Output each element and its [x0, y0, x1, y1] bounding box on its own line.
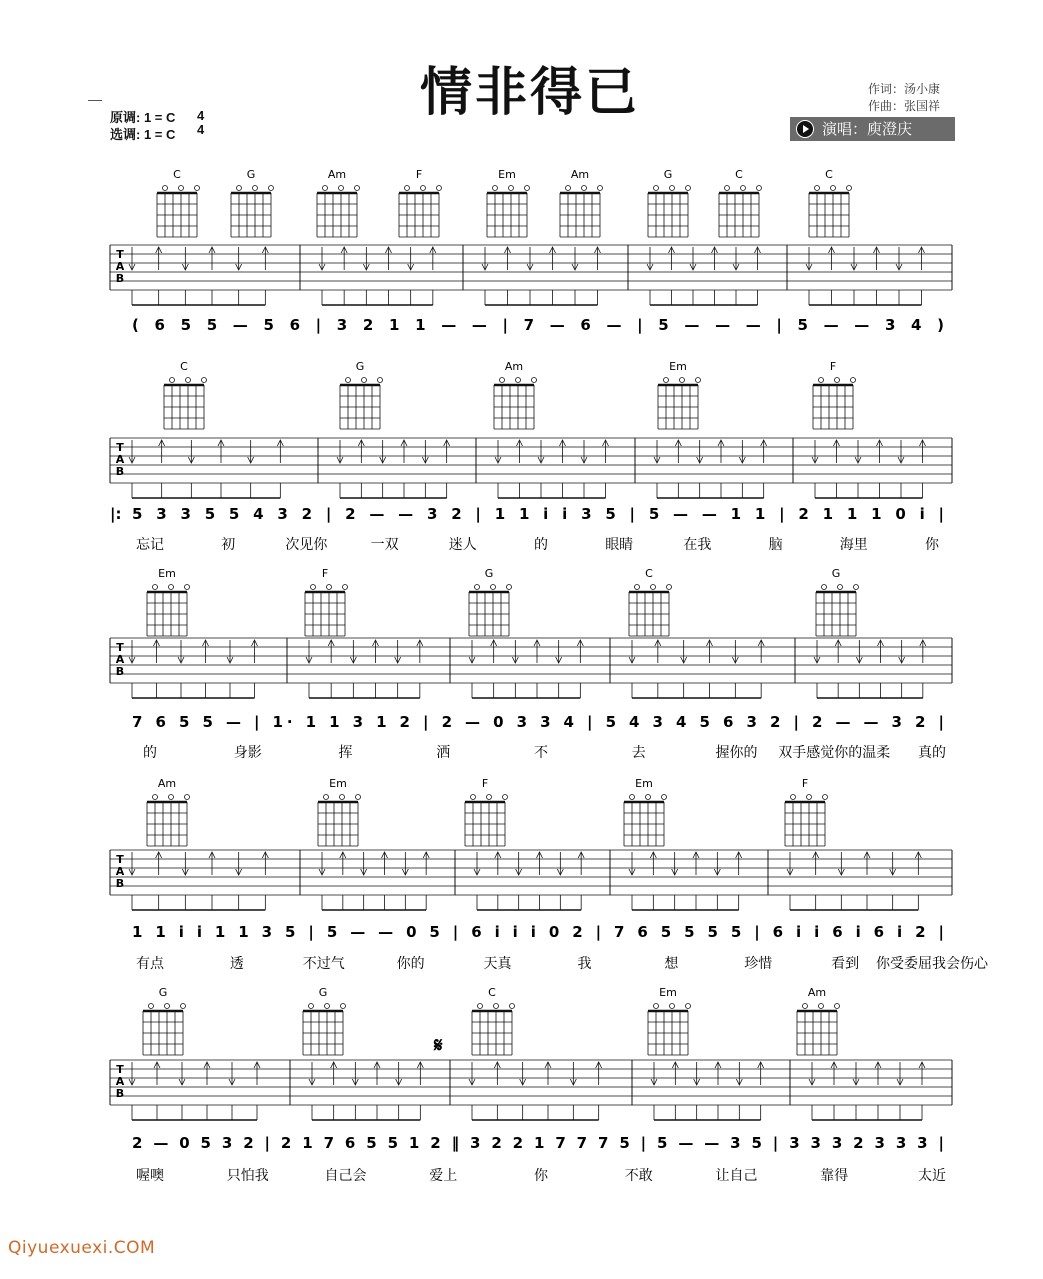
open-string-mark — [815, 186, 820, 191]
chord-diagram — [164, 360, 207, 429]
chord-diagram — [719, 168, 762, 237]
chord-diagram — [399, 168, 442, 237]
tab-clef-letter: T — [116, 641, 124, 654]
system-5 — [110, 986, 952, 1184]
composer-credit: 作曲：张国祥 — [868, 99, 941, 113]
tab-clef-letter: A — [115, 260, 125, 273]
tab-staff — [110, 1060, 952, 1120]
open-string-mark — [823, 795, 828, 800]
chord-name: F — [801, 777, 809, 790]
open-string-mark — [819, 1004, 824, 1009]
lyric-word: 真的 — [918, 745, 946, 761]
open-string-mark — [582, 186, 587, 191]
open-string-mark — [670, 186, 675, 191]
open-string-mark — [493, 186, 498, 191]
open-string-mark — [405, 186, 410, 191]
lyric-word: 天真 — [483, 956, 512, 972]
chord-name: C — [825, 168, 833, 181]
open-string-mark — [355, 186, 360, 191]
chord-diagram — [494, 360, 537, 429]
lyric-word: 洒 — [436, 745, 451, 761]
open-string-mark — [662, 795, 667, 800]
chord-name: F — [481, 777, 489, 790]
open-string-mark — [741, 186, 746, 191]
chord-diagram — [318, 777, 361, 846]
open-string-mark — [362, 378, 367, 383]
chord-diagram — [487, 168, 530, 237]
open-string-mark — [835, 378, 840, 383]
chord-diagram — [305, 567, 348, 636]
lyric-word: 不敢 — [624, 1168, 653, 1184]
open-string-mark — [831, 186, 836, 191]
tab-clef-letter: T — [116, 1063, 124, 1076]
open-string-mark — [835, 1004, 840, 1009]
open-string-mark — [670, 1004, 675, 1009]
open-string-mark — [487, 795, 492, 800]
chord-name: Em — [635, 777, 653, 790]
open-string-mark — [339, 186, 344, 191]
chord-diagram — [816, 567, 859, 636]
chord-diagram — [147, 567, 190, 636]
lyric-word: 透 — [229, 956, 244, 972]
open-string-mark — [630, 795, 635, 800]
chord-name: Am — [807, 986, 827, 999]
song-title: 情非得已 — [420, 63, 641, 123]
lyric-word: 靠得 — [820, 1168, 849, 1184]
open-string-mark — [509, 186, 514, 191]
chord-diagram — [648, 986, 691, 1055]
open-string-mark — [503, 795, 508, 800]
chord-name: F — [415, 168, 423, 181]
chord-name: C — [488, 986, 496, 999]
open-string-mark — [646, 795, 651, 800]
open-string-mark — [510, 1004, 515, 1009]
open-string-mark — [237, 186, 242, 191]
tab-clef-letter: B — [115, 665, 125, 678]
lyric-word: 太近 — [918, 1168, 946, 1184]
open-string-mark — [686, 1004, 691, 1009]
chord-name: G — [831, 567, 841, 580]
open-string-mark — [327, 585, 332, 590]
chord-name: Em — [659, 986, 677, 999]
open-string-mark — [491, 585, 496, 590]
open-string-mark — [195, 186, 200, 191]
chord-diagram — [465, 777, 508, 846]
chord-name: Am — [570, 168, 590, 181]
tab-staff — [110, 638, 952, 698]
open-string-mark — [437, 186, 442, 191]
chord-name: Am — [157, 777, 177, 790]
system-1 — [110, 168, 952, 335]
lyricist-credit: 作词：汤小康 — [868, 82, 941, 96]
tab-staff — [110, 245, 952, 305]
numbered-notation: 1 1 i i 1 1 3 5 | 5 — — 0 5 | 6 i i i 0 2 | 7 6 5 5 5 5 | 6 i i 6 i 6 i 2 | — [132, 923, 944, 941]
chord-diagram — [472, 986, 515, 1055]
chosen-key: 选调: 1 = C — [110, 127, 176, 142]
open-string-mark — [635, 585, 640, 590]
lyric-word: 不 — [534, 745, 548, 761]
chord-diagram — [813, 360, 856, 429]
system-2 — [110, 360, 952, 553]
chord-name: Am — [504, 360, 524, 373]
open-string-mark — [566, 186, 571, 191]
lyric-word: 不过气 — [302, 956, 345, 972]
open-string-mark — [516, 378, 521, 383]
tab-clef-letter: B — [115, 465, 125, 478]
time-signature-bottom: 4 — [197, 122, 205, 137]
lyric-word: 握你的 — [715, 745, 758, 761]
tab-clef-letter: A — [115, 1075, 125, 1088]
tab-clef-letter: T — [116, 248, 124, 261]
tab-clef-letter: T — [116, 441, 124, 454]
open-string-mark — [253, 186, 258, 191]
open-string-mark — [185, 795, 190, 800]
open-string-mark — [838, 585, 843, 590]
open-string-mark — [309, 1004, 314, 1009]
open-string-mark — [186, 378, 191, 383]
lyric-word: 初 — [221, 537, 236, 553]
lyric-word: 眼睛 — [605, 537, 634, 553]
numbered-notation: 2 — 0 5 3 2 | 2 1 7 6 5 5 1 2 ‖ 3 2 2 1 7 7 7 5 | 5 — — 3 5 | 3 3 3 2 3 3 3 | — [132, 1134, 945, 1152]
tab-staff — [110, 438, 952, 498]
open-string-mark — [153, 585, 158, 590]
open-string-mark — [170, 378, 175, 383]
chord-name: C — [180, 360, 188, 373]
tab-clef-letter: T — [116, 853, 124, 866]
open-string-mark — [500, 378, 505, 383]
open-string-mark — [851, 378, 856, 383]
lyric-word: 看到 — [831, 956, 860, 972]
open-string-mark — [343, 585, 348, 590]
open-string-mark — [507, 585, 512, 590]
chord-diagram — [560, 168, 603, 237]
open-string-mark — [478, 1004, 483, 1009]
original-key: 原调: 1 = C — [110, 110, 176, 125]
chord-name: G — [484, 567, 494, 580]
tab-clef-letter: B — [115, 877, 125, 890]
lyric-word: 自己会 — [324, 1168, 367, 1184]
lyric-word: 你 — [534, 1168, 548, 1184]
chord-diagram — [147, 777, 190, 846]
open-string-mark — [323, 186, 328, 191]
chord-diagram — [303, 986, 346, 1055]
watermark: Qiyuexuexi.COM — [8, 1238, 156, 1258]
lyric-word: 忘记 — [136, 537, 164, 553]
chord-diagram — [809, 168, 852, 237]
open-string-mark — [667, 585, 672, 590]
system-3 — [110, 567, 952, 761]
open-string-mark — [664, 378, 669, 383]
numbered-notation: ( 6 5 5 — 5 6 | 3 2 1 1 — — | 7 — 6 — | 5 — — — | 5 — — 3 4 ) — [132, 316, 944, 334]
chord-name: C — [645, 567, 653, 580]
open-string-mark — [378, 378, 383, 383]
system-4 — [110, 777, 989, 972]
chord-diagram — [469, 567, 512, 636]
open-string-mark — [854, 585, 859, 590]
chord-name: Em — [158, 567, 176, 580]
open-string-mark — [325, 1004, 330, 1009]
open-string-mark — [847, 186, 852, 191]
lyric-word: 双手感觉你的温柔 — [778, 745, 891, 761]
chord-name: G — [318, 986, 328, 999]
open-string-mark — [169, 795, 174, 800]
chord-name: Em — [329, 777, 347, 790]
lyric-word: 有点 — [136, 956, 164, 972]
chord-diagram — [143, 986, 186, 1055]
chord-name: C — [735, 168, 743, 181]
chord-name: G — [355, 360, 365, 373]
open-string-mark — [202, 378, 207, 383]
lyric-word: 去 — [631, 745, 646, 761]
tab-clef-letter: A — [115, 865, 125, 878]
lyric-word: 只怕我 — [226, 1168, 269, 1184]
lyric-word: 的 — [143, 745, 157, 761]
open-string-mark — [179, 186, 184, 191]
open-string-mark — [525, 186, 530, 191]
lyric-word: 迷人 — [448, 537, 477, 553]
chord-name: Em — [498, 168, 516, 181]
open-string-mark — [149, 1004, 154, 1009]
lyric-word: 我 — [577, 956, 592, 972]
chord-diagram — [231, 168, 274, 237]
numbered-notation: 7 6 5 5 — | 1· 1 1 3 1 2 | 2 — 0 3 3 4 | 5 4 3 4 5 6 3 2 | 2 — — 3 2 | — [132, 713, 944, 731]
chord-name: F — [321, 567, 329, 580]
open-string-mark — [165, 1004, 170, 1009]
lyric-word: 你 — [925, 537, 939, 553]
open-string-mark — [725, 186, 730, 191]
lyric-word: 的 — [534, 537, 548, 553]
tab-staff — [110, 850, 952, 910]
open-string-mark — [807, 795, 812, 800]
open-string-mark — [803, 1004, 808, 1009]
open-string-mark — [346, 378, 351, 383]
chord-diagram — [797, 986, 840, 1055]
open-string-mark — [651, 585, 656, 590]
tab-clef-letter: A — [115, 653, 125, 666]
repeat-sign: |: — [110, 505, 122, 523]
open-string-mark — [471, 795, 476, 800]
open-string-mark — [475, 585, 480, 590]
chord-name: G — [663, 168, 673, 181]
lyric-word: 脑 — [768, 537, 783, 553]
lyric-word: 在我 — [683, 537, 712, 553]
chord-name: Em — [669, 360, 687, 373]
open-string-mark — [822, 585, 827, 590]
chord-name: Am — [327, 168, 347, 181]
chord-name: F — [829, 360, 837, 373]
open-string-mark — [494, 1004, 499, 1009]
lyric-word: 珍惜 — [744, 956, 773, 972]
segno-sign: 𝄋 — [434, 1033, 443, 1057]
chord-name: G — [158, 986, 168, 999]
chord-diagram — [624, 777, 667, 846]
chord-diagram — [629, 567, 672, 636]
lyric-word: 喔噢 — [136, 1168, 164, 1184]
lyric-word: 身影 — [233, 745, 262, 761]
open-string-mark — [654, 186, 659, 191]
open-string-mark — [340, 795, 345, 800]
tab-clef-letter: B — [115, 1087, 125, 1100]
lyric-word: 想 — [664, 956, 679, 972]
chord-name: C — [173, 168, 181, 181]
open-string-mark — [757, 186, 762, 191]
open-string-mark — [532, 378, 537, 383]
open-string-mark — [356, 795, 361, 800]
chord-diagram — [785, 777, 828, 846]
time-signature-top: 4 — [197, 108, 205, 123]
lyric-word: 爱上 — [429, 1168, 458, 1184]
tab-clef-letter: B — [115, 272, 125, 285]
open-string-mark — [819, 378, 824, 383]
tab-clef-letter: A — [115, 453, 125, 466]
open-string-mark — [686, 186, 691, 191]
numbered-notation: 5 3 3 5 5 4 3 2 | 2 — — 3 2 | 1 1 i i 3 5 | 5 — — 1 1 | 2 1 1 1 0 i | — [132, 505, 944, 523]
open-string-mark — [153, 795, 158, 800]
chord-diagram — [157, 168, 200, 237]
open-string-mark — [163, 186, 168, 191]
lyric-word: 你的 — [396, 956, 425, 972]
lyric-word: 海里 — [839, 537, 868, 553]
open-string-mark — [654, 1004, 659, 1009]
open-string-mark — [269, 186, 274, 191]
open-string-mark — [169, 585, 174, 590]
chord-diagram — [317, 168, 360, 237]
open-string-mark — [421, 186, 426, 191]
lyric-word: 一双 — [370, 537, 399, 553]
open-string-mark — [181, 1004, 186, 1009]
chord-diagram — [648, 168, 691, 237]
chord-diagram — [340, 360, 383, 429]
open-string-mark — [324, 795, 329, 800]
open-string-mark — [598, 186, 603, 191]
lyric-word: 次见你 — [285, 537, 328, 553]
lyric-word: 挥 — [338, 745, 353, 761]
singer-credit: 演唱：庾澄庆 — [822, 120, 913, 138]
chord-name: G — [246, 168, 256, 181]
chord-diagram — [658, 360, 701, 429]
open-string-mark — [680, 378, 685, 383]
open-string-mark — [696, 378, 701, 383]
lyric-word: 你受委屈我会伤心 — [876, 956, 988, 972]
open-string-mark — [311, 585, 316, 590]
open-string-mark — [185, 585, 190, 590]
lyric-word: 让自己 — [715, 1168, 758, 1184]
open-string-mark — [791, 795, 796, 800]
open-string-mark — [341, 1004, 346, 1009]
